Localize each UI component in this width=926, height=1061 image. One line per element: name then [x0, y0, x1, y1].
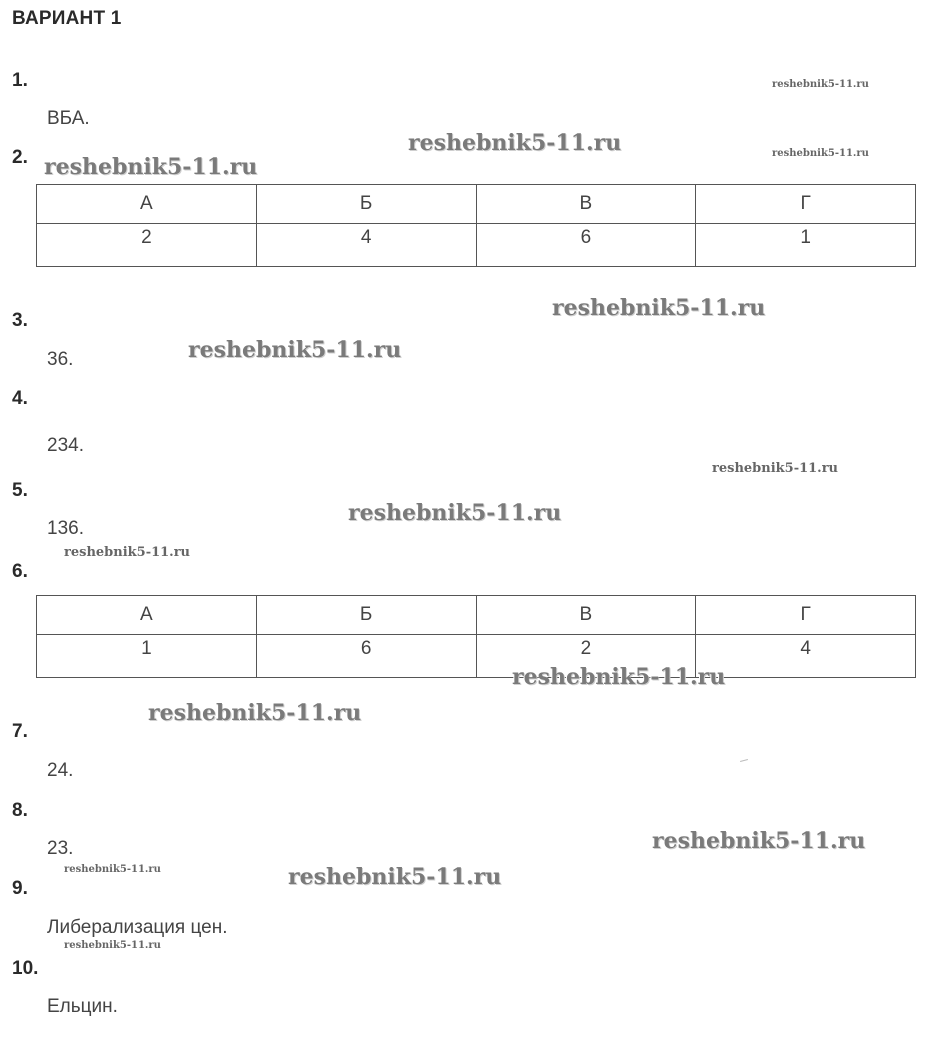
answer-text: 136.	[47, 518, 84, 539]
answer-table	[36, 595, 916, 678]
watermark: reshebnik5-11.ru	[44, 154, 258, 180]
watermark: reshebnik5-11.ru	[288, 864, 502, 890]
question-number: 7.	[12, 721, 28, 742]
watermark: reshebnik5-11.ru	[64, 940, 161, 951]
watermark: reshebnik5-11.ru	[64, 864, 161, 875]
answer-text: 23.	[47, 838, 74, 859]
table-header-cell: Б	[256, 185, 476, 224]
table-header-cell: В	[476, 596, 696, 635]
watermark: reshebnik5-11.ru	[712, 461, 839, 476]
table-header-cell: Г	[696, 185, 916, 224]
table-header-cell: А	[37, 596, 257, 635]
answer-text: 234.	[47, 435, 84, 456]
answer-text: ВБА.	[47, 108, 90, 129]
watermark: reshebnik5-11.ru	[348, 500, 562, 526]
question-number: 6.	[12, 561, 28, 582]
answer-text: 36.	[47, 349, 74, 370]
watermark: reshebnik5-11.ru	[772, 79, 869, 90]
table-header-cell: Г	[696, 596, 916, 635]
answer-text: Ельцин.	[47, 996, 118, 1017]
question-number: 8.	[12, 800, 28, 821]
question-number: 2.	[12, 147, 28, 168]
scan-speck	[740, 759, 748, 762]
watermark: reshebnik5-11.ru	[408, 130, 622, 156]
table-value-cell: 6	[476, 224, 696, 267]
question-number: 4.	[12, 388, 28, 409]
table-value-cell: 6	[256, 635, 476, 678]
watermark: reshebnik5-11.ru	[148, 700, 362, 726]
table-header-cell: В	[476, 185, 696, 224]
watermark: reshebnik5-11.ru	[652, 828, 866, 854]
table-value-cell: 2	[476, 635, 696, 678]
question-number: 3.	[12, 310, 28, 331]
answer-table	[36, 184, 916, 267]
table-value-cell: 1	[37, 635, 257, 678]
answer-text: 24.	[47, 760, 74, 781]
watermark: reshebnik5-11.ru	[64, 545, 191, 560]
table-value-cell: 4	[256, 224, 476, 267]
table-value-cell: 1	[696, 224, 916, 267]
question-number: 10.	[12, 958, 39, 979]
answer-text: Либерализация цен.	[47, 917, 228, 938]
watermark: reshebnik5-11.ru	[188, 337, 402, 363]
watermark: reshebnik5-11.ru	[512, 664, 726, 690]
watermark: reshebnik5-11.ru	[552, 295, 766, 321]
question-number: 9.	[12, 878, 28, 899]
table-value-cell: 2	[37, 224, 257, 267]
table-value-cell: 4	[696, 635, 916, 678]
question-number: 5.	[12, 480, 28, 501]
watermark: reshebnik5-11.ru	[772, 148, 869, 159]
table-header-cell: Б	[256, 596, 476, 635]
question-number: 1.	[12, 70, 28, 91]
page-title: ВАРИАНТ 1	[12, 8, 122, 29]
table-header-cell: А	[37, 185, 257, 224]
